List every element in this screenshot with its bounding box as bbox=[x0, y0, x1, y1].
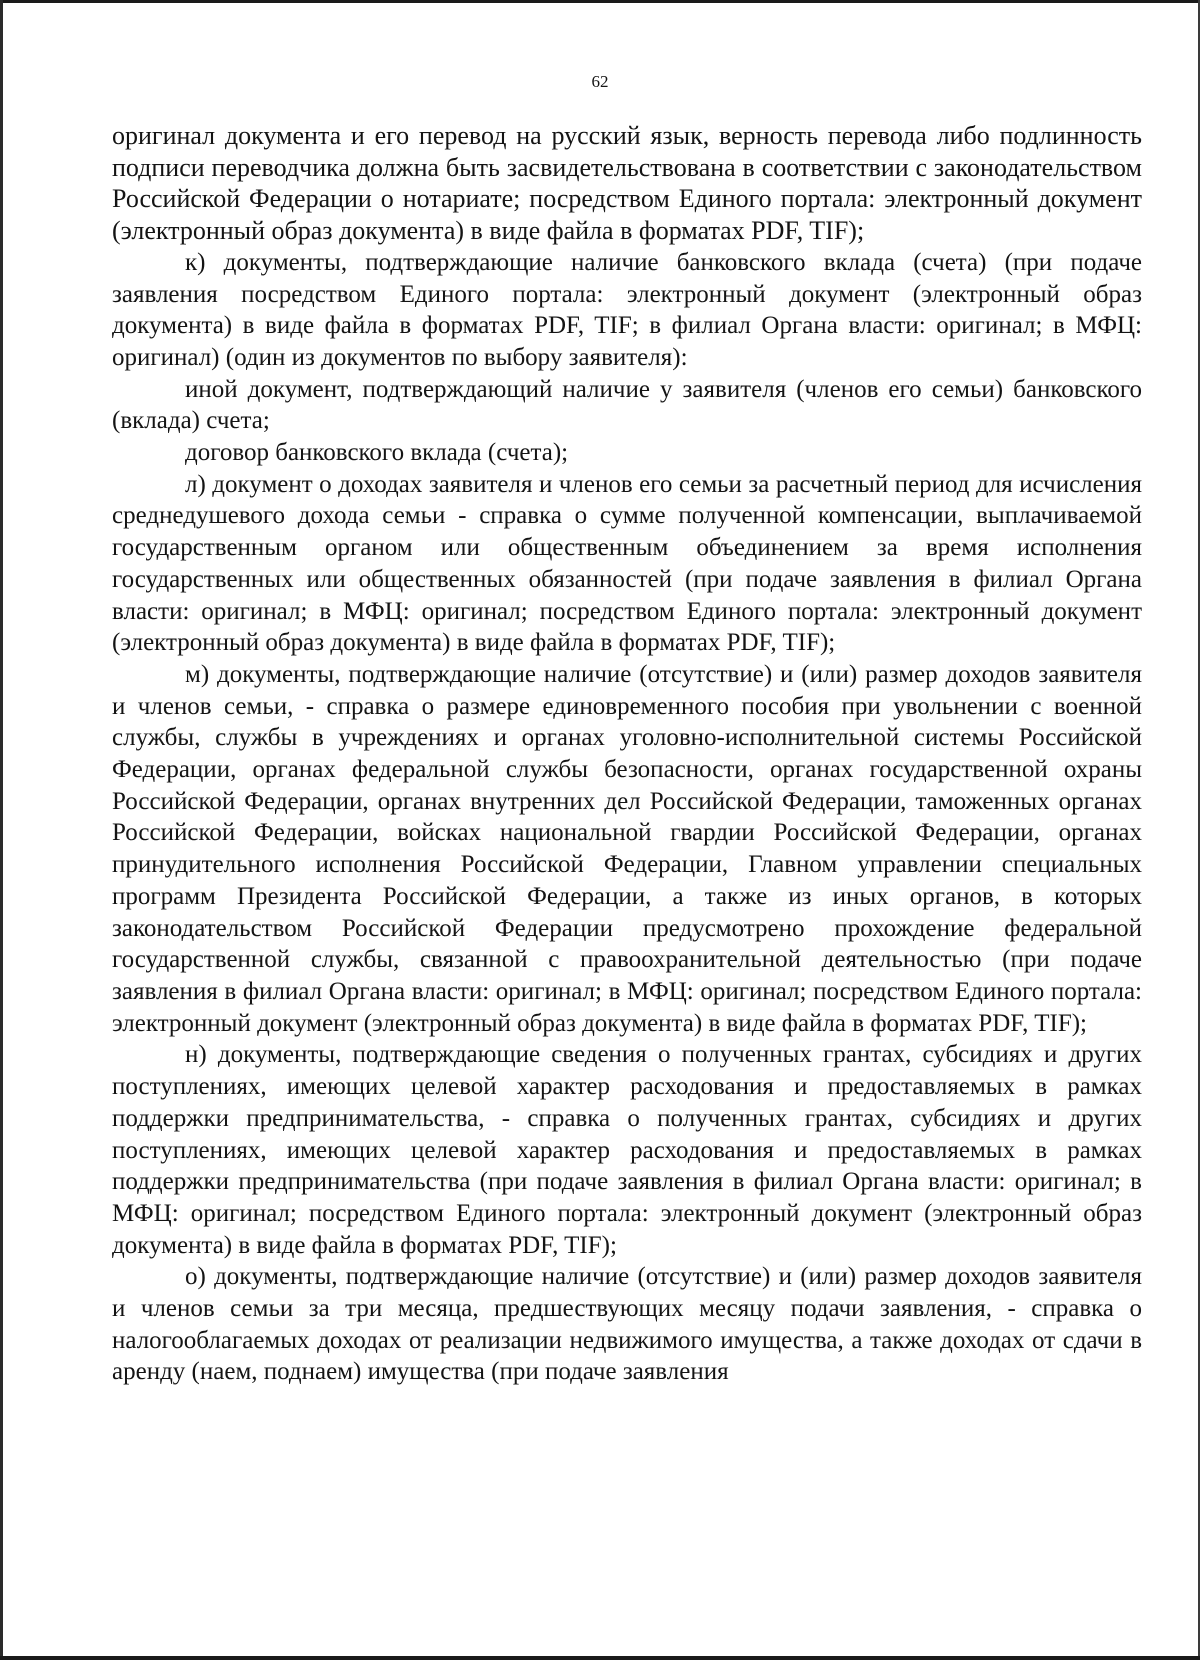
paragraph-item-k: к) документы, подтверждающие наличие банковского вклада (счета) (при подаче заявления посредством Единого портала: электронный документ (электронный образ документа) в виде файла в форматах PDF, TIF; в филиал Органа власти: оригинал; в МФЦ: оригинал) (один из документов по выбору заявителя): bbox=[112, 248, 1142, 371]
paragraph-continuation: оригинал документа и его перевод на русский язык, верность перевода либо подлинность подписи переводчика должна быть засвидетельствована в соответствии с законодательством Российской Федерации о нотариате; посредством Единого портала: электронный документ (электронный образ документа) в виде файла в форматах PDF, TIF); bbox=[112, 121, 1142, 246]
scan-edge-top bbox=[0, 0, 1200, 3]
paragraph-item-m: м) документы, подтверждающие наличие (отсутствие) и (или) размер доходов заявителя и членов семьи, - справка о размере единовременного пособия при увольнении с военной службы, службы в учреждениях и органах уголовно-исполнительной системы Российской Федерации, органах федеральной службы безопасности, органах государственной охраны Российской Федерации, органах внутренних дел Российской Федерации, таможенных органах Российской Федерации, войсках национальной гвардии Российской Федерации, органах принудительного исполнения Российской Федерации, Главном управлении специальных программ Президента Российской Федерации, а также из иных органов, в которых законодательством Российской Федерации предусмотрено прохождение федеральной государственной службы, связанной с правоохранительной деятельностью (при подаче заявления в филиал Органа власти: оригинал; в МФЦ: оригинал; посредством Единого портала: электронный документ (электронный образ документа) в виде файла в форматах PDF, TIF); bbox=[112, 660, 1142, 1037]
scan-edge-bottom bbox=[0, 1656, 1200, 1660]
paragraph-item-o: о) документы, подтверждающие наличие (отсутствие) и (или) размер доходов заявителя и членов семьи за три месяца, предшествующих месяцу подачи заявления, - справка о налогооблагаемых доходах от реализации недвижимого имущества, а также доходах от сдачи в аренду (наем, поднаем) имущества (при подаче заявления bbox=[112, 1263, 1142, 1386]
document-body bbox=[112, 120, 1142, 1388]
page-number: 62 bbox=[591, 72, 609, 91]
paragraph-item-k-option-2: договор банковского вклада (счета); bbox=[185, 439, 569, 467]
paragraph-item-k-option-1: иной документ, подтверждающий наличие у заявителя (членов его семьи) банковского (вклада) счета; bbox=[112, 375, 1142, 435]
paragraph-item-l: л) документ о доходах заявителя и членов его семьи за расчетный период для исчисления среднедушевого дохода семьи - справка о сумме полученной компенсации, выплачиваемой государственным органом или общественным объединением за время исполнения государственных или общественных обязанностей (при подаче заявления в филиал Органа власти: оригинал; в МФЦ: оригинал; посредством Единого портала: электронный документ (электронный образ документа) в виде файла в форматах PDF, TIF); bbox=[112, 470, 1142, 657]
paragraph-item-n: н) документы, подтверждающие сведения о полученных грантах, субсидиях и других поступлениях, имеющих целевой характер расходования и предоставляемых в рамках поддержки предпринимательства, - справка о полученных грантах, субсидиях и других поступлениях, имеющих целевой характер расходования и предоставляемых в рамках поддержки предпринимательства (при подаче заявления в филиал Органа власти: оригинал; в МФЦ: оригинал; посредством Единого портала: электронный документ (электронный образ документа) в виде файла в форматах PDF, TIF); bbox=[112, 1041, 1142, 1259]
scan-edge-left bbox=[0, 0, 3, 1660]
